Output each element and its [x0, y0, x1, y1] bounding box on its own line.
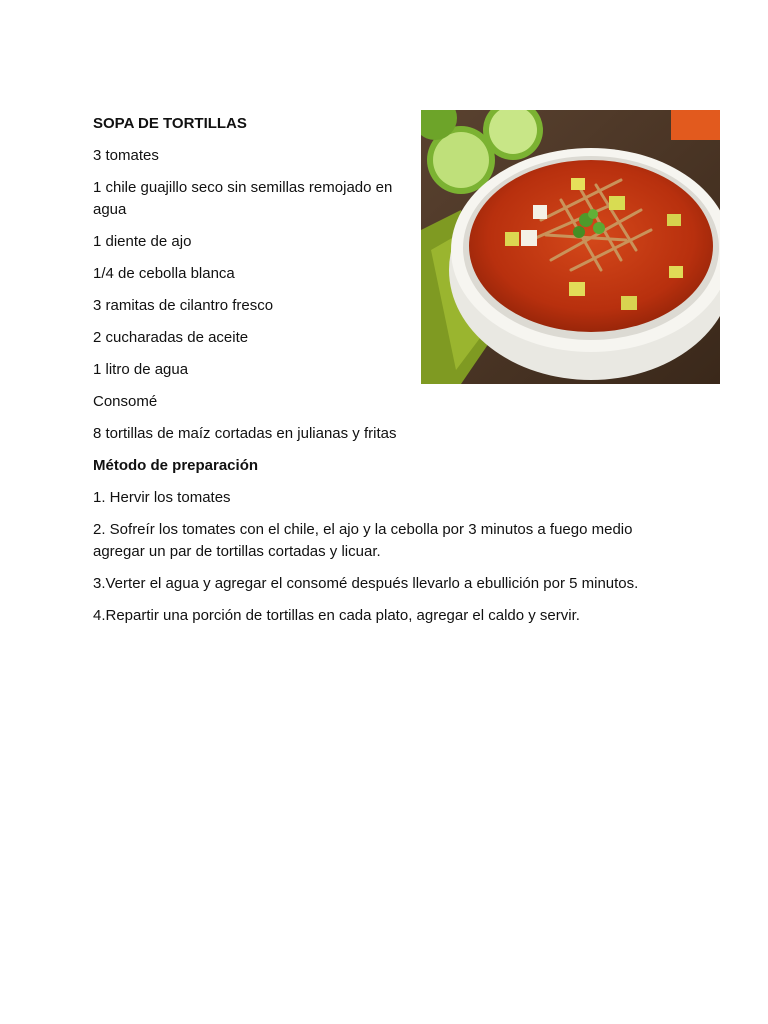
method-step: 2. Sofreír los tomates con el chile, el ajo y la cebolla por 3 minutos a fuego medio agregar un par de tortillas cortadas y licuar.: [93, 521, 633, 560]
ingredient-item: 3 ramitas de cilantro fresco: [93, 297, 274, 314]
soup-bowl-icon: [421, 110, 720, 384]
method-heading: Método de preparación: [93, 457, 259, 474]
method-step: 1. Hervir los tomates: [93, 489, 231, 506]
ingredient-item: 1/4 de cebolla blanca: [93, 265, 235, 282]
recipe-title: SOPA DE TORTILLAS: [93, 115, 247, 132]
ingredient-item: 3 tomates: [93, 147, 159, 164]
ingredient-item: 1 diente de ajo: [93, 233, 192, 250]
method-step: 4.Repartir una porción de tortillas en cada plato, agregar el caldo y servir.: [93, 607, 580, 624]
ingredient-item: 8 tortillas de maíz cortadas en julianas y fritas: [93, 425, 397, 442]
soup-bowl-photo: [421, 110, 720, 384]
ingredient-item: 2 cucharadas de aceite: [93, 329, 249, 346]
ingredient-item: 1 chile guajillo seco sin semillas remojado en agua: [93, 179, 393, 218]
ingredient-item: Consomé: [93, 393, 158, 410]
ingredient-item: 1 litro de agua: [93, 361, 189, 378]
method-step: 3.Verter el agua y agregar el consomé después llevarlo a ebullición por 5 minutos.: [93, 575, 639, 592]
